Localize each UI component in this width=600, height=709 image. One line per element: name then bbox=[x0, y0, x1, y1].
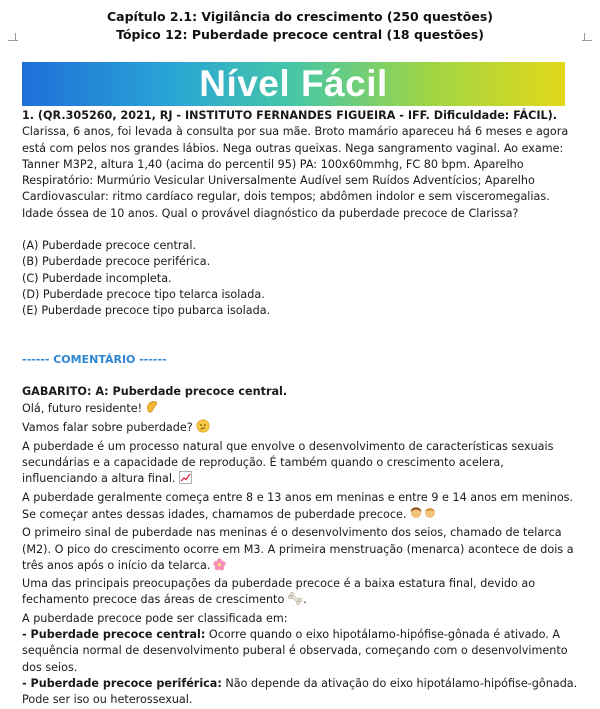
chapter-header bbox=[0, 8, 600, 44]
girl-boy-icon bbox=[409, 506, 437, 525]
intro-question bbox=[22, 419, 582, 438]
paragraph-concerns bbox=[22, 576, 582, 611]
waving-hand-icon bbox=[145, 400, 159, 419]
bone-icon bbox=[287, 592, 303, 610]
item-periferica-label: - Puberdade precoce periférica: bbox=[22, 676, 222, 690]
item-central bbox=[22, 627, 582, 676]
option-c: (C) Puberdade incompleta. bbox=[22, 271, 172, 285]
question-reference: 1. (QR.305260, 2021, RJ - INSTITUTO FERNANDES FIGUEIRA - IFF. Dificuldade: FÁCIL). bbox=[22, 109, 558, 122]
answer-key-text: GABARITO: A: Puberdade precoce central. bbox=[22, 384, 288, 398]
paragraph-puberty-definition-text: A puberdade é um processo natural que envolve o desenvolvimento de características sexuais secundárias e a capacidade de reprodução. É também quando o crescimento acelera, influenciando a altura final. bbox=[22, 439, 554, 486]
paragraph-puberty-definition bbox=[22, 439, 582, 490]
greeting-text: Olá, futuro residente! bbox=[22, 402, 143, 416]
paragraph-puberty-age-text: A puberdade geralmente começa entre 8 e 13 anos em meninas e entre 9 e 14 anos em meninos. Se começar antes dessas idades, chamamos de puberdade precoce. bbox=[22, 490, 574, 521]
item-periferica bbox=[22, 676, 582, 709]
chapter-title: Capítulo 2.1: Vigilância do crescimento (250 questões) bbox=[106, 9, 493, 24]
option-e: (E) Puberdade precoce tipo pubarca isolada. bbox=[22, 304, 271, 318]
blossom-icon bbox=[213, 558, 226, 576]
paragraph-concerns-text: Uma das principais preocupações da puberdade precoce é a baixa estatura final, devido ao fechamento precoce das áreas de crescimento bbox=[22, 577, 536, 607]
level-banner bbox=[22, 62, 565, 106]
intro-question-text: Vamos falar sobre puberdade? bbox=[22, 421, 193, 435]
paragraph-telarca-text: O primeiro sinal de puberdade nas meninas é o desenvolvimento dos seios, chamado de telarca (M2). O pico do crescimento ocorre em M3. A primeira menstruação (menarca) acontece de dois a três anos após o início da telarca. bbox=[22, 526, 574, 572]
comment-heading: ------ COMENTÁRIO ------ bbox=[22, 352, 167, 366]
document-body bbox=[22, 108, 582, 709]
item-central-label: - Puberdade precoce central: bbox=[22, 628, 206, 642]
paragraph-telarca bbox=[22, 525, 582, 576]
answer-key bbox=[22, 384, 582, 400]
paragraph-puberty-age bbox=[22, 490, 582, 526]
chart-increasing-icon bbox=[179, 471, 192, 489]
option-d: (D) Puberdade precoce tipo telarca isolada. bbox=[22, 287, 265, 301]
paragraph-classification: A puberdade precoce pode ser classificada em: bbox=[22, 611, 288, 625]
greeting bbox=[22, 400, 582, 419]
item-periferica-text: Não depende da ativação do eixo hipotálamo-hipófise-gônada. Pode ser iso ou heterossexual. bbox=[22, 676, 578, 707]
option-a: (A) Puberdade precoce central. bbox=[22, 239, 197, 253]
option-b: (B) Puberdade precoce periférica. bbox=[22, 255, 211, 269]
item-central-text: Ocorre quando o eixo hipotálamo-hipófise-gônada é ativado. A sequência normal de desenvolvimento puberal é observada, começando com o desenvolvimento dos seios. bbox=[22, 628, 568, 674]
question-body: Clarissa, 6 anos, foi levada à consulta por sua mãe. Broto mamário apareceu há 6 meses e agora está com pelos nos grandes lábios. Nega outras queixas. Nega sangramento vaginal. Ao exame: Tanner M3P2, altura 1,40 (acima do percentil 95) PA: 100x60mmhg, FC 80 bpm. Aparelho Respiratório: Murmúrio Vesicular Universalmente Audível sem Ruídos Adventícios; Aparelho Cardiovascular: ritmo cardíaco regular, dois tempos; abdômen indolor e sem visceromegalias. Idade óssea de 10 anos. Qual o provável diagnóstico da puberdade precoce de Clarissa? bbox=[22, 125, 569, 220]
level-banner-text: Nível Fácil bbox=[199, 63, 388, 104]
thinking-face-icon bbox=[196, 419, 210, 438]
topic-title: Tópico 12: Puberdade precoce central (18 questões) bbox=[116, 27, 484, 42]
paragraph-concerns-end: . bbox=[303, 593, 307, 607]
question-text bbox=[22, 108, 582, 222]
